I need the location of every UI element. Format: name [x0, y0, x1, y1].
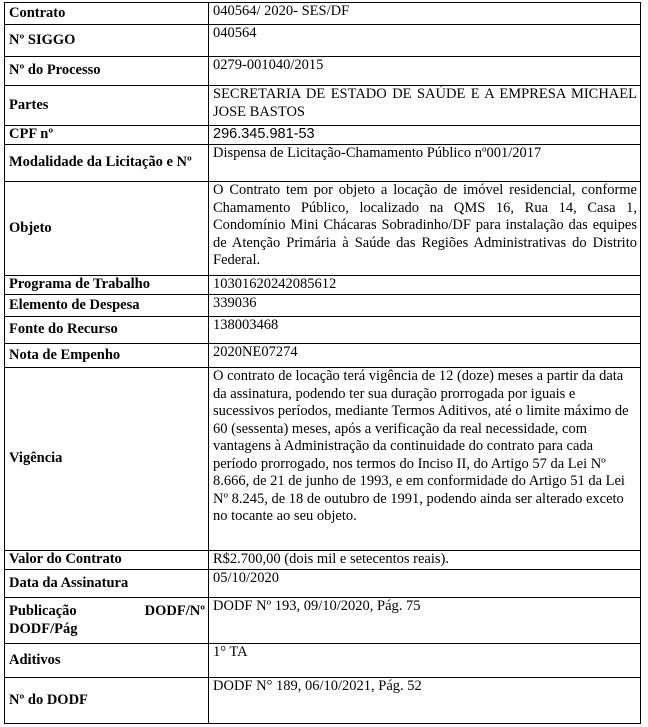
- row-value-modalidade: Dispensa de Licitação-Chamamento Público nº001/2017: [209, 145, 641, 182]
- row-label-publicacao: [5, 598, 209, 644]
- table-row: [5, 344, 641, 368]
- row-value-objeto: O Contrato tem por objeto a locação de imóvel residencial, conforme Chamamento Público, localizado na QMS 16, Rua 14, Casa 1, Condomínio Mini Chácaras Sobradinho/DF para instalação das equipes de Atenção Primária à Saúde das Regiões Administrativas do Distrito Federal.: [209, 182, 641, 276]
- row-label-programa: Programa de Trabalho: [5, 276, 209, 295]
- table-row: [5, 551, 641, 570]
- row-value-siggo: 040564: [209, 25, 641, 57]
- row-value-programa: 10301620242085612: [209, 276, 641, 295]
- table-row: [5, 86, 641, 126]
- row-label-aditivos: Aditivos: [5, 644, 209, 678]
- table-row: [5, 317, 641, 344]
- row-value-valor: R$2.700,00 (dois mil e setecentos reais).: [209, 551, 641, 570]
- table-row: [5, 276, 641, 295]
- publicacao-label-line: [9, 603, 205, 621]
- row-value-contrato: 040564/ 2020- SES/DF: [209, 3, 641, 25]
- table-row: [5, 145, 641, 182]
- row-label-objeto: Objeto: [5, 182, 209, 276]
- row-label-contrato: Contrato: [5, 3, 209, 25]
- table-row: [5, 3, 641, 25]
- row-label-processo: Nº do Processo: [5, 57, 209, 86]
- row-value-cpf: 296.345.981-53: [209, 126, 641, 145]
- row-value-empenho: 2020NE07274: [209, 344, 641, 368]
- row-label-partes: Partes: [5, 86, 209, 126]
- row-value-dodf: DODF N° 189, 06/10/2021, Pág. 52: [209, 678, 641, 724]
- row-label-elemento: Elemento de Despesa: [5, 295, 209, 317]
- publicacao-label-part: DODF/Nº: [144, 603, 205, 619]
- table-row: [5, 644, 641, 678]
- table-row: [5, 25, 641, 57]
- row-value-elemento: 339036: [209, 295, 641, 317]
- table-row: [5, 126, 641, 145]
- row-label-fonte: Fonte do Recurso: [5, 317, 209, 344]
- row-value-publicacao: DODF Nº 193, 09/10/2020, Pág. 75: [209, 598, 641, 644]
- table-row: [5, 598, 641, 644]
- row-label-assinatura: Data da Assinatura: [5, 570, 209, 598]
- contract-table: [4, 2, 641, 724]
- row-label-cpf: CPF nº: [5, 126, 209, 145]
- table-row: [5, 295, 641, 317]
- row-label-modalidade: Modalidade da Licitação e Nº: [5, 145, 209, 182]
- row-label-dodf: Nº do DODF: [5, 678, 209, 724]
- row-label-vigencia: Vigência: [5, 368, 209, 551]
- row-label-empenho: Nota de Empenho: [5, 344, 209, 368]
- table-row: [5, 57, 641, 86]
- row-value-fonte: 138003468: [209, 317, 641, 344]
- row-value-assinatura: 05/10/2020: [209, 570, 641, 598]
- publicacao-label-part: Publicação: [9, 603, 77, 619]
- row-value-aditivos: 1° TA: [209, 644, 641, 678]
- table-row: [5, 182, 641, 276]
- table-row: [5, 368, 641, 551]
- row-label-valor: Valor do Contrato: [5, 551, 209, 570]
- row-label-siggo: Nº SIGGO: [5, 25, 209, 57]
- row-value-vigencia: O contrato de locação terá vigência de 12 (doze) meses a partir da data da assinatura, podendo ter sua duração prorrogada por iguais e sucessivos períodos, mediante Termos Aditivos, até o limite máximo de 60 (sessenta) meses, após a verificação da real necessidade, com vantagens à Administração da continuidade do contrato para cada período prorrogado, nos termos do Inciso II, do Artigo 57 da Lei Nº 8.666, de 21 de junho de 1993, e em conformidade do Artigo 51 da Lei Nº 8.245, de 18 de outubro de 1991, podendo ainda ser alterado exceto no tocante ao seu objeto.: [209, 368, 641, 551]
- row-value-processo: 0279-001040/2015: [209, 57, 641, 86]
- row-value-partes: SECRETARIA DE ESTADO DE SAÚDE E A EMPRESA MICHAEL JOSE BASTOS: [209, 86, 641, 126]
- table-row: [5, 570, 641, 598]
- publicacao-label-line: DODF/Pág: [9, 620, 78, 637]
- table-row: [5, 678, 641, 724]
